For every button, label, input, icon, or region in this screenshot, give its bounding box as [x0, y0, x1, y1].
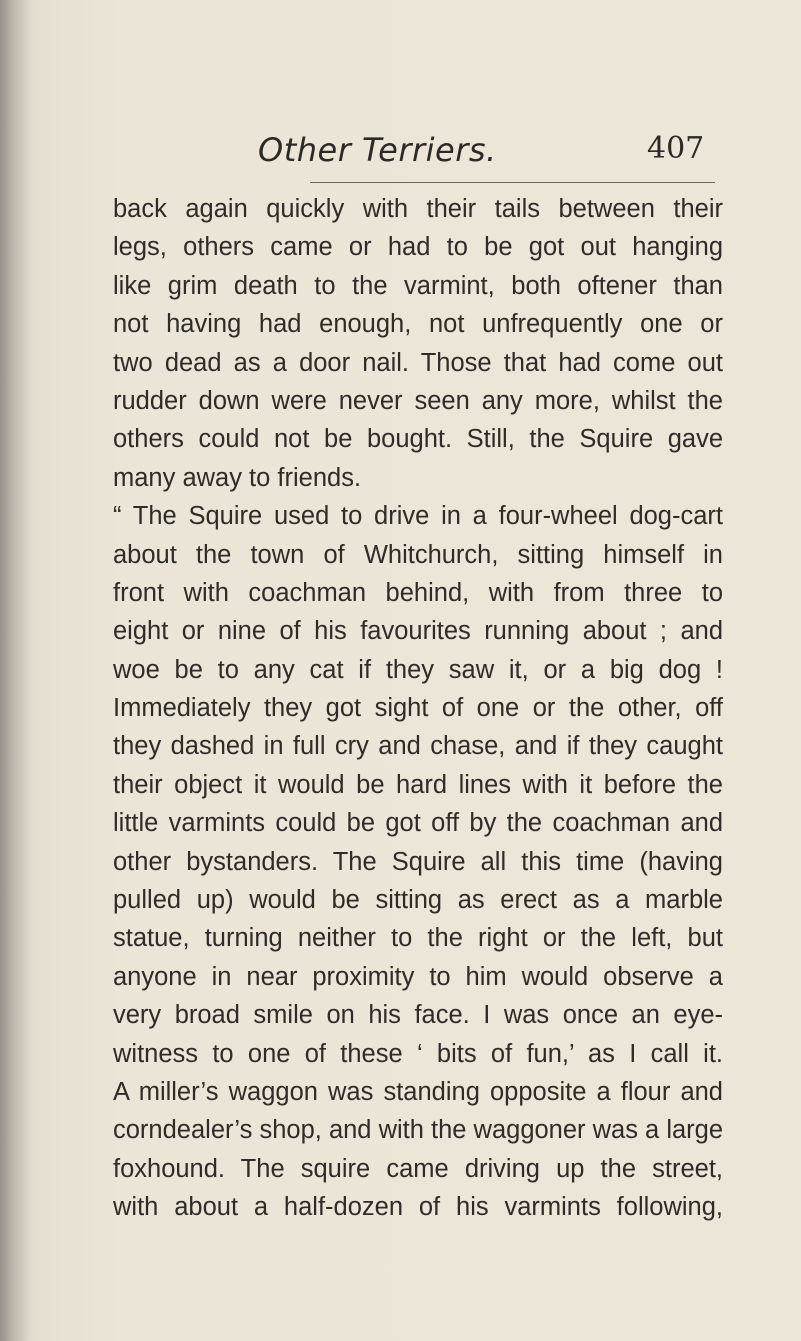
- body-text: [113, 190, 723, 1227]
- text-line: “ The Squire used to drive in a four-wheel dog-cart: [113, 502, 723, 531]
- page-header: [258, 131, 718, 179]
- text-line: corndealer’s shop, and with the waggoner was a large: [113, 1116, 724, 1145]
- text-line: others could not be bought. Still, the Squire gave: [113, 425, 723, 454]
- text-line: with about a half-dozen of his varmints following,: [113, 1193, 723, 1222]
- running-title: Other Terriers.: [258, 131, 497, 169]
- text-line: front with coachman behind, with from three to: [113, 578, 723, 607]
- text-line: witness to one of these ‘ bits of fun,’ as I call it.: [113, 1039, 723, 1068]
- text-line: eight or nine of his favourites running about ; and: [113, 617, 723, 646]
- text-line: rudder down were never seen any more, whilst the: [113, 386, 723, 415]
- text-line: very broad smile on his face. I was once an eye-: [113, 1001, 723, 1030]
- header-rule: [310, 182, 715, 183]
- text-line: woe be to any cat if they saw it, or a big dog !: [113, 655, 723, 684]
- text-line: they dashed in full cry and chase, and if they caught: [113, 732, 723, 761]
- text-line: other bystanders. The Squire all this time (having: [113, 847, 723, 876]
- binding-shadow: [0, 0, 30, 1341]
- text-line: pulled up) would be sitting as erect as a marble: [113, 886, 723, 915]
- text-line: many away to friends.: [113, 463, 362, 492]
- text-line: foxhound. The squire came driving up the street,: [113, 1154, 723, 1183]
- text-line: like grim death to the varmint, both oftener than: [113, 271, 723, 300]
- text-line: back again quickly with their tails between their: [113, 195, 723, 223]
- text-line: their object it would be hard lines with it before the: [113, 770, 723, 799]
- text-line: legs, others came or had to be got out hanging: [113, 233, 723, 262]
- page-number: 407: [647, 131, 705, 166]
- text-line: little varmints could be got off by the coachman and: [113, 809, 723, 838]
- text-line: anyone in near proximity to him would observe a: [113, 962, 723, 991]
- text-line: A miller’s waggon was standing opposite a flour and: [113, 1077, 723, 1106]
- text-line: not having had enough, not unfrequently one or: [113, 310, 723, 339]
- text-line: two dead as a door nail. Those that had come out: [113, 348, 723, 377]
- text-line: statue, turning neither to the right or the left, but: [113, 924, 723, 953]
- text-line: Immediately they got sight of one or the other, off: [113, 694, 723, 723]
- text-line: about the town of Whitchurch, sitting himself in: [113, 540, 723, 569]
